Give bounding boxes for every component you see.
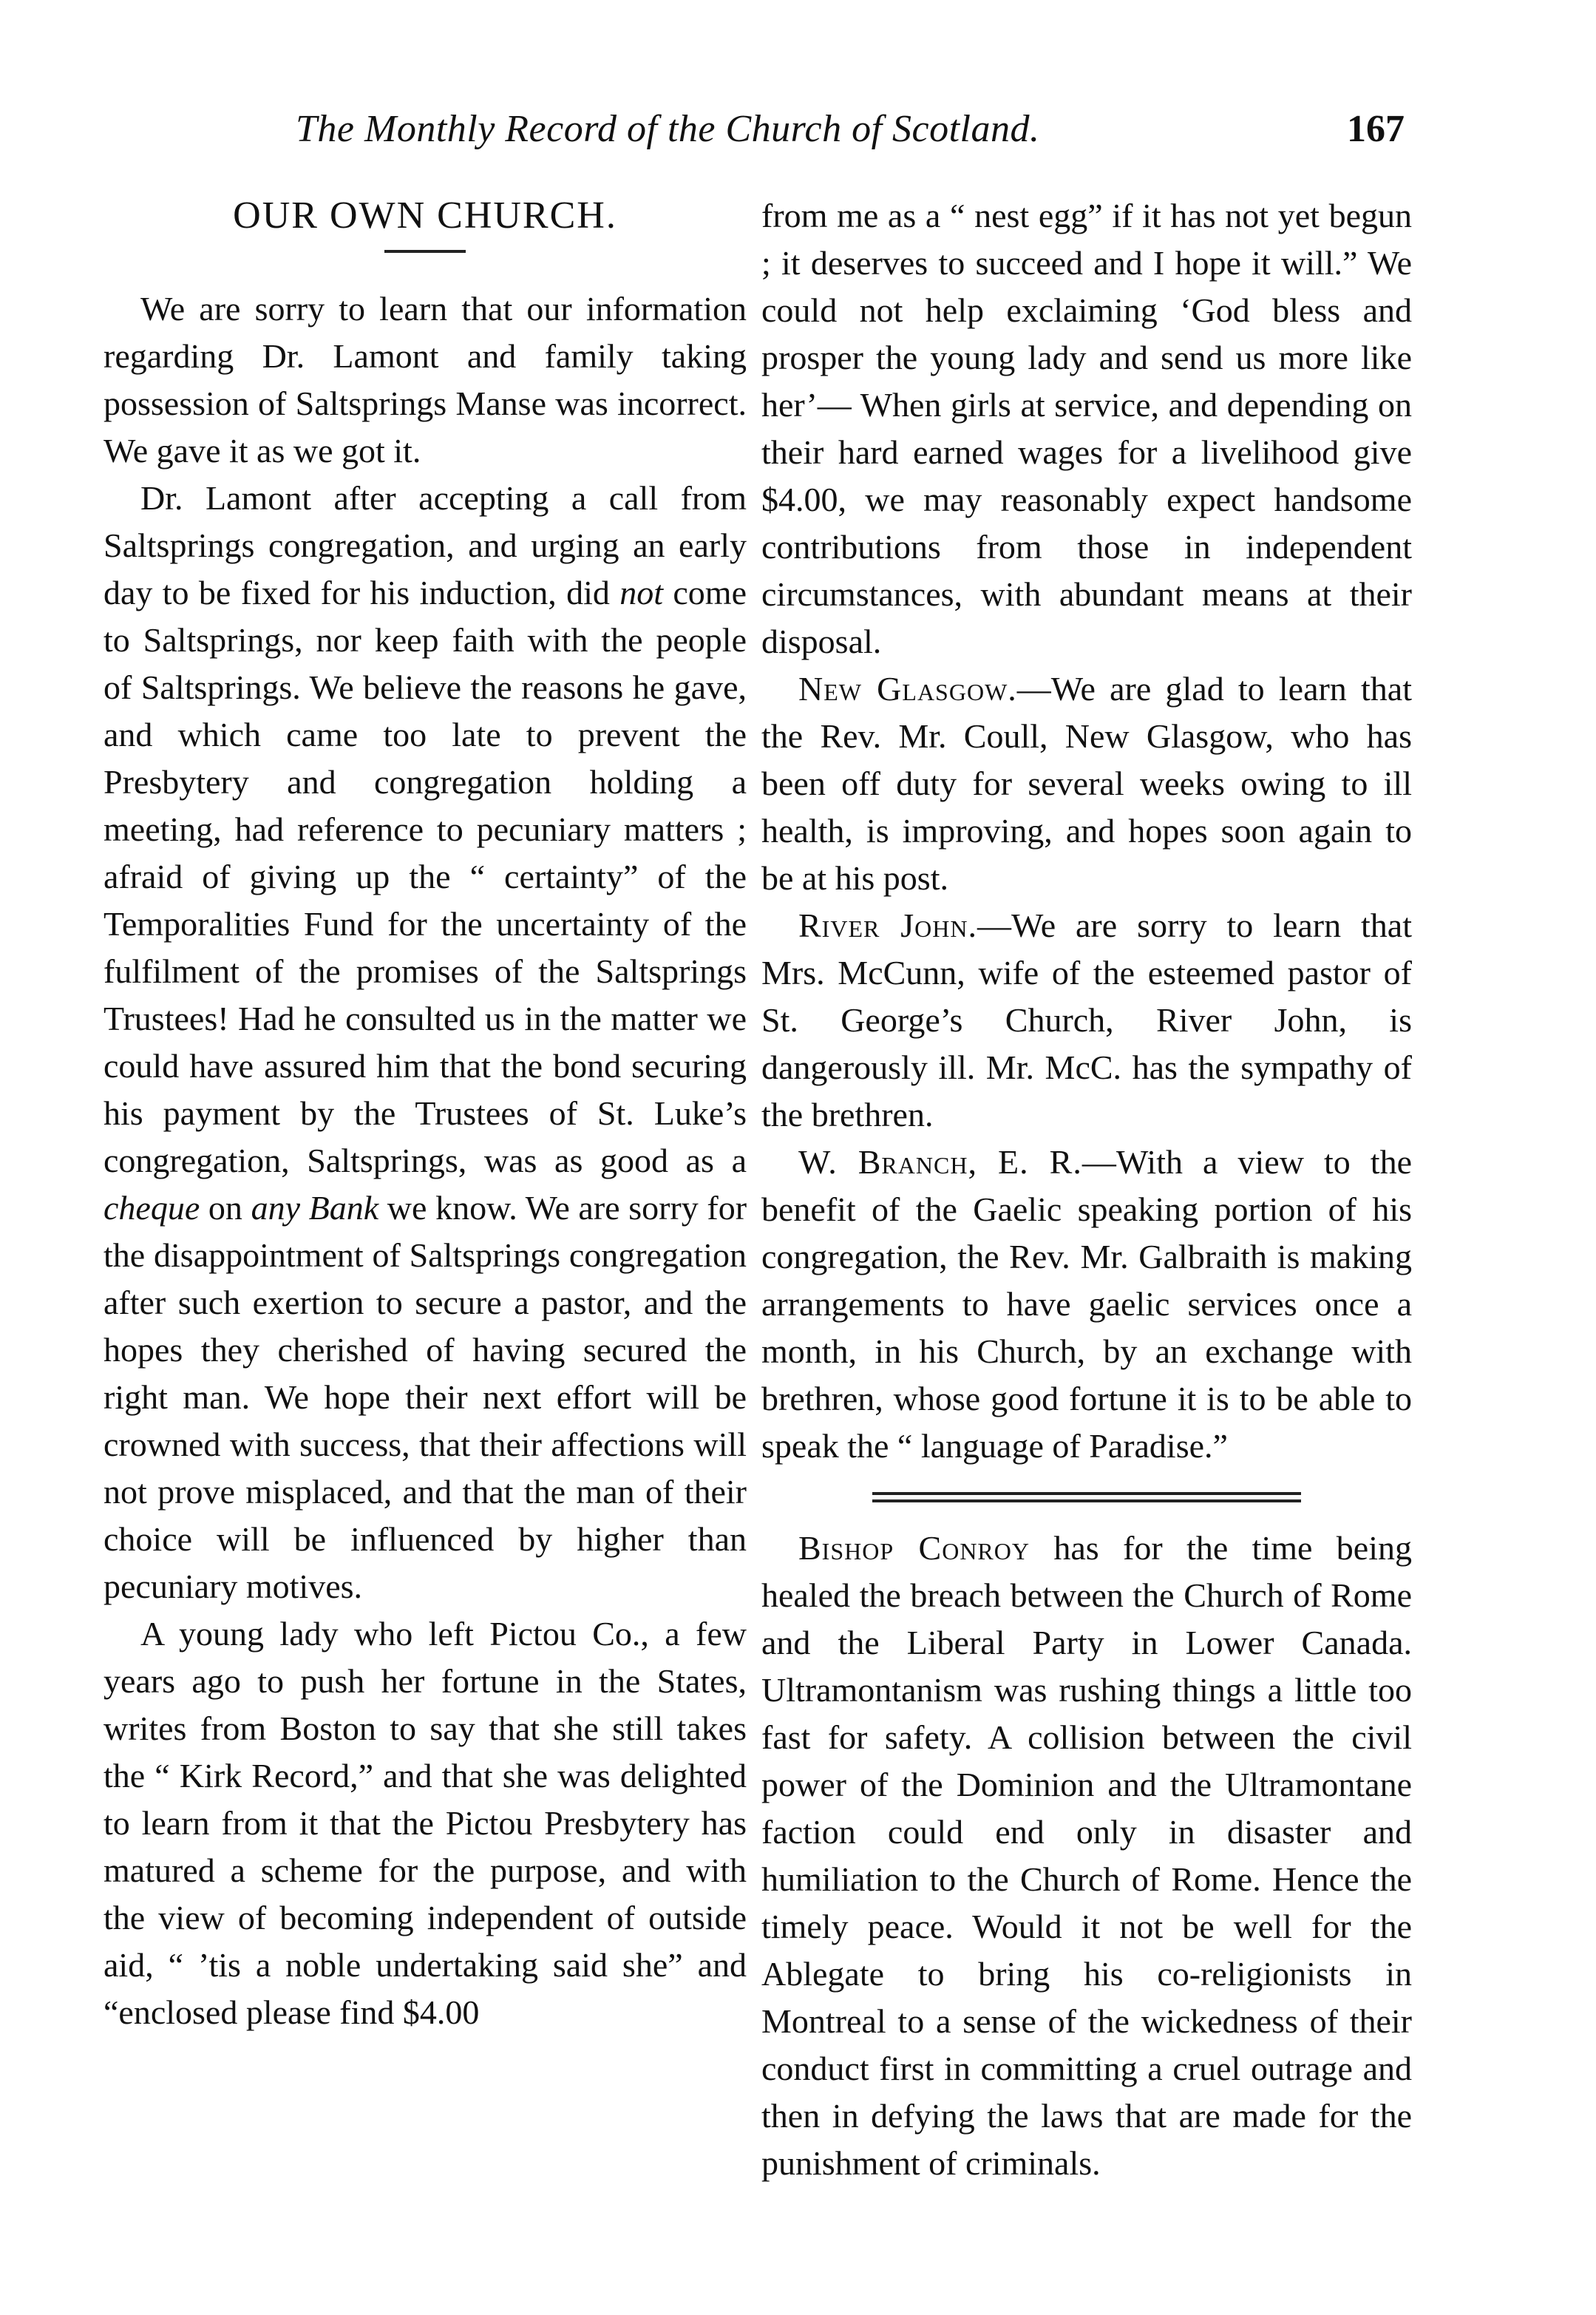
running-head bbox=[133, 107, 1464, 166]
page-number: 167 bbox=[1347, 108, 1405, 150]
left-column bbox=[103, 192, 747, 2036]
new-glasgow-heading: New Glasgow. bbox=[798, 670, 1017, 708]
title-rule bbox=[384, 250, 466, 253]
paragraph-manse-correction: We are sorry to learn that our information regarding Dr. Lamont and family taking possession of Saltsprings Manse was incorrect. We gave it as we got it. bbox=[103, 290, 747, 470]
bishop-conroy-heading: Bishop Conroy bbox=[798, 1529, 1030, 1567]
running-head-title: The Monthly Record of the Church of Scotland. bbox=[296, 108, 1040, 150]
paragraph-dr-lamont: Dr. Lamont after accepting a call from Saltsprings congregation, and urging an early day to be fixed for his induction, did not come to Saltsprings, nor keep faith with the people of Saltsprings. We believe the reasons he gave, and which came too late to prevent the Presbytery and congregation holding a meeting, had reference to pecuniary matters ; afraid of giving up the “ certainty” of the Temporalities Fund for the uncertainty of the fulfilment of the promises of the Saltsprings Trustees! Had he consulted us in the matter we could have assured him that the bond securing his payment by the Trustees of St. Luke’s congregation, Saltsprings, was as good as a cheque on any Bank we know. We are sorry for the disappointment of Saltsprings congregation after such exertion to secure a pastor, and the hopes they cherished of having secured the right man. We hope their next effort will be crowned with success, that their affections will not prove misplaced, and that the man of their choice will be influenced by higher than pecuniary motives. bbox=[103, 479, 747, 1605]
double-rule-divider bbox=[872, 1492, 1301, 1502]
paragraph-new-glasgow: New Glasgow.—We are glad to learn that the Rev. Mr. Coull, New Glasgow, who has been off duty for several weeks owing to ill health, is improving, and hopes soon again to be at his post. bbox=[761, 670, 1412, 897]
right-column bbox=[761, 192, 1412, 2187]
paragraph-young-lady: A young lady who left Pictou Co., a few years ago to push her fortune in the States, writes from Boston to say that she still takes the “ Kirk Record,” and that she was delighted to learn from it that the Pictou Presbytery has matured a scheme for the purpose, and with the view of becoming independent of outside aid, “ ’tis a noble undertaking said she” and “enclosed please find $4.00 bbox=[103, 1615, 747, 2031]
w-branch-heading: W. Branch, E. R. bbox=[798, 1143, 1082, 1181]
river-john-heading: River John. bbox=[798, 906, 977, 944]
paragraph-river-john: River John.—We are sorry to learn that Mrs. McCunn, wife of the esteemed pastor of St. George’s Church, River John, is dangerously ill. Mr. McC. has the sympathy of the brethren. bbox=[761, 906, 1412, 1133]
paragraph-bishop-conroy: Bishop Conroy has for the time being healed the breach between the Church of Rome and the Liberal Party in Lower Canada. Ultramontanism was rushing things a little too fast for safety. A collision between the civil power of the Dominion and the Ultramontane faction could end only in disaster and humiliation to the Church of Rome. Hence the timely peace. Would it not be well for the Ablegate to bring his co-religionists in Montreal to a sense of the wickedness of their conduct first in committing a cruel outrage and then in defying the laws that are made for the punishment of criminals. bbox=[761, 1529, 1412, 2182]
paragraph-nest-egg: from me as a “ nest egg” if it has not yet begun ; it deserves to succeed and I hope it will.” We could not help exclaiming ‘God bless and prosper the young lady and send us more like her’— When girls at service, and depending on their hard earned wages for a livelihood give $4.00, we may reasonably expect handsome contributions from those in independent circumstances, with abundant means at their disposal. bbox=[761, 197, 1412, 660]
section-title: OUR OWN CHURCH. bbox=[233, 194, 617, 237]
paragraph-w-branch: W. Branch, E. R.—With a view to the benefit of the Gaelic speaking portion of his congregation, the Rev. Mr. Galbraith is making arrangements to have gaelic services once a month, in his Church, by an exchange with brethren, whose good fortune it is to be able to speak the “ language of Paradise.” bbox=[761, 1143, 1413, 1465]
